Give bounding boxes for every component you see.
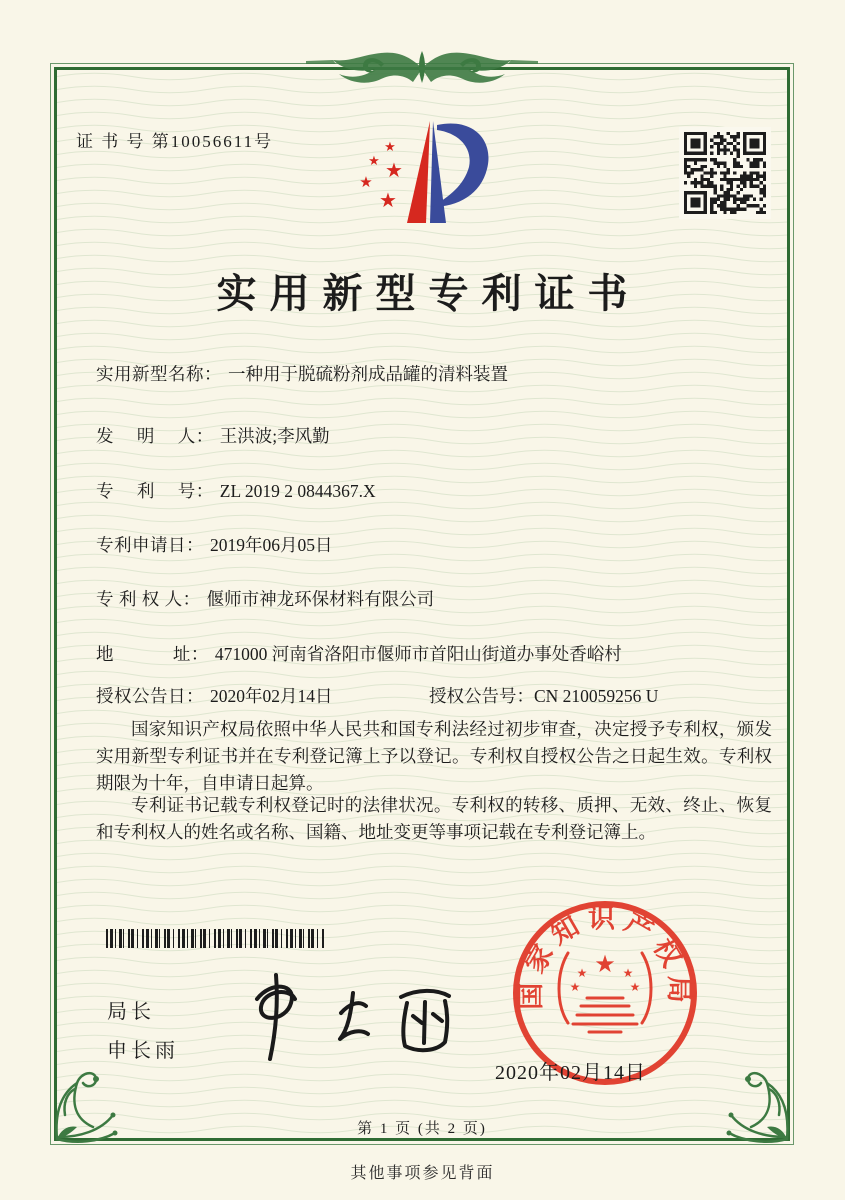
field-application-date: [96, 532, 333, 557]
qr-code: [679, 127, 771, 219]
svg-text:★: ★: [385, 158, 403, 182]
field-value: 偃师市神龙环保材料有限公司: [206, 589, 435, 609]
barcode: [106, 929, 324, 948]
svg-text:★: ★: [368, 154, 380, 169]
field-label: 专利申请日：: [96, 535, 204, 555]
seal-text: 国家知识产权局: [515, 903, 695, 1010]
svg-text:★: ★: [359, 173, 373, 191]
field-value: 2020年02月14日: [210, 686, 333, 706]
officer-name: 申长雨: [107, 1040, 179, 1062]
svg-text:★: ★: [629, 980, 641, 994]
back-side-note: 其他事项参见背面: [350, 1165, 495, 1182]
svg-text:★: ★: [594, 950, 616, 978]
field-label: 专 利 号：: [96, 481, 214, 501]
handwritten-signature: [229, 969, 469, 1069]
field-grant-date: [96, 683, 333, 708]
field-grant-number: [429, 683, 658, 708]
svg-text:★: ★: [622, 966, 634, 980]
field-patentee: [96, 586, 434, 611]
field-value: 471000 河南省洛阳市偃师市首阳山街道办事处香峪村: [214, 644, 622, 664]
legal-paragraph-2: 专利证书记载专利权登记时的法律状况。专利权的转移、质押、无效、终止、恢复和专利权人的姓名或名称、国籍、地址变更等事项记载在专利登记簿上。: [96, 795, 772, 842]
officer-title: 局长: [107, 1001, 155, 1023]
legal-paragraph-1: 国家知识产权局依照中华人民共和国专利法经过初步审查，决定授予专利权，颁发实用新型专利证书并在专利登记簿上予以登记。专利权自授权公告之日起生效。专利权期限为十年，自申请日起算。: [96, 719, 772, 793]
field-label: 专 利 权 人：: [96, 589, 201, 609]
field-utility-model-name: [96, 361, 508, 386]
certificate-border-frame: [50, 63, 794, 1145]
field-address: [96, 641, 622, 666]
page-number: 第 1 页 (共 2 页): [357, 1121, 487, 1137]
field-inventor: [96, 423, 330, 448]
top-flourish-ornament: [292, 41, 552, 97]
field-label: 实用新型名称：: [96, 364, 222, 384]
national-emblem-icon: [559, 950, 651, 1032]
cnipa-logo-icon: [354, 117, 506, 235]
field-value: ZL 2019 2 0844367.X: [219, 481, 376, 501]
field-patent-number: [96, 478, 376, 503]
svg-text:★: ★: [569, 980, 581, 994]
certificate-number: 证 书 号 第10056611号: [76, 132, 274, 151]
field-value: 一种用于脱硫粉剂成品罐的清料装置: [228, 364, 508, 384]
svg-text:★: ★: [379, 188, 397, 212]
field-value: CN 210059256 U: [534, 686, 659, 706]
field-value: 王洪波;李风勤: [219, 426, 330, 446]
field-label: 发 明 人：: [96, 426, 214, 446]
field-label: 授权公告号：: [429, 686, 534, 706]
seal-date: 2020年02月14日: [495, 1062, 646, 1084]
field-value: 2019年06月05日: [210, 535, 333, 555]
field-label: 地 址：: [96, 644, 209, 664]
field-label: 授权公告日：: [96, 686, 204, 706]
svg-text:★: ★: [384, 140, 396, 155]
svg-text:★: ★: [576, 966, 588, 980]
certificate-title: 实用新型专利证书: [216, 271, 641, 316]
